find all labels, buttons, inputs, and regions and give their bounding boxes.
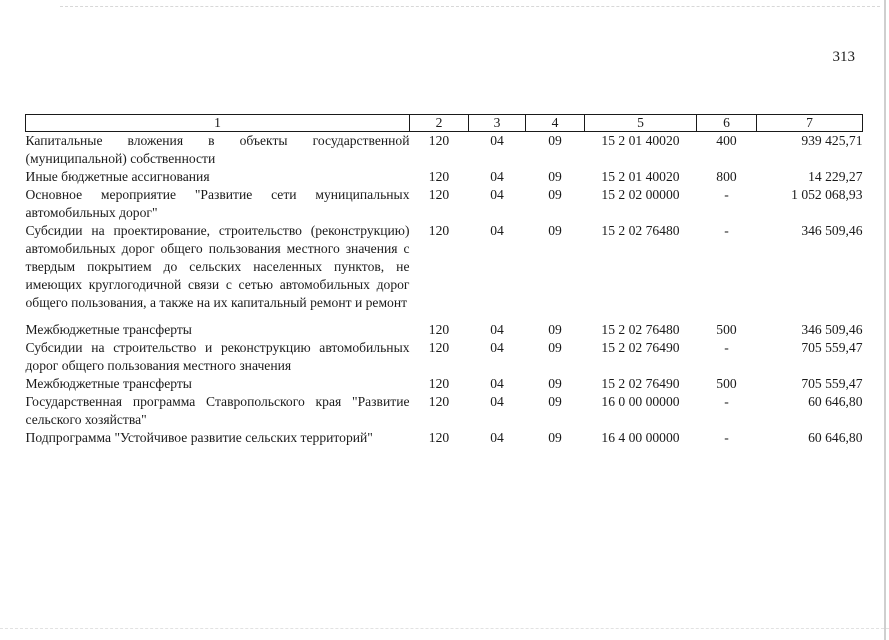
row-ministry: 120 [428, 169, 450, 184]
row-subsection: 09 [548, 169, 562, 184]
row-target-article: 16 0 00 00000 [601, 394, 680, 409]
scan-edge-bottom [0, 628, 889, 629]
header-col-1: 1 [26, 115, 410, 132]
row-ministry: 120 [428, 187, 450, 202]
row-ministry: 120 [428, 394, 450, 409]
row-target-article: 15 2 02 76480 [601, 223, 680, 238]
header-col-2: 2 [410, 115, 469, 132]
row-target-article: 15 2 01 40020 [601, 133, 680, 148]
table-header-row [26, 115, 863, 132]
row-expense-type: 400 [716, 133, 737, 148]
row-target-article: 15 2 02 00000 [601, 187, 680, 202]
row-name: Субсидии на проектирование, строительство (реконструкцию) автомобильных дорог общего пользования местного значения с твердым покрытием до сельских населенных пунктов, не имеющих круглогодичной связи с сетью автомобильных дорог общего пользования, а также на их капитальный ремонт и ремонт [25, 223, 410, 310]
row-section: 04 [490, 430, 504, 445]
row-name: Капитальные вложения в объекты государственной (муниципальной) собственности [25, 133, 410, 166]
table-row [26, 375, 863, 393]
row-amount: 346 509,46 [801, 322, 863, 337]
scan-edge-top [60, 6, 880, 7]
header-col-7: 7 [757, 115, 863, 132]
row-amount: 705 559,47 [801, 340, 863, 355]
row-expense-type: - [724, 340, 729, 355]
row-subsection: 09 [548, 376, 562, 391]
row-expense-type: 500 [716, 322, 737, 337]
row-section: 04 [490, 223, 504, 238]
row-section: 04 [490, 340, 504, 355]
row-name: Иные бюджетные ассигнования [25, 169, 210, 184]
row-section: 04 [490, 322, 504, 337]
row-target-article: 15 2 02 76490 [601, 376, 680, 391]
row-name: Государственная программа Ставропольского края "Развитие сельского хозяйства" [25, 394, 410, 427]
row-target-article: 15 2 02 76480 [601, 322, 680, 337]
row-name: Межбюджетные трансферты [25, 322, 192, 337]
row-target-article: 16 4 00 00000 [601, 430, 680, 445]
row-expense-type: - [724, 394, 729, 409]
row-expense-type: - [724, 430, 729, 445]
row-name: Межбюджетные трансферты [25, 376, 192, 391]
row-ministry: 120 [428, 430, 450, 445]
row-expense-type: - [724, 223, 729, 238]
budget-table [25, 114, 863, 447]
table-row [26, 168, 863, 186]
header-col-3: 3 [469, 115, 526, 132]
table-row [26, 222, 863, 312]
row-subsection: 09 [548, 133, 562, 148]
row-ministry: 120 [428, 223, 450, 238]
header-col-5: 5 [585, 115, 697, 132]
table-row [26, 393, 863, 429]
row-ministry: 120 [428, 340, 450, 355]
table-row [26, 339, 863, 375]
row-amount: 14 229,27 [808, 169, 863, 184]
row-amount: 60 646,80 [808, 430, 863, 445]
row-ministry: 120 [428, 322, 450, 337]
table-row [26, 186, 863, 222]
table-row [26, 132, 863, 169]
row-section: 04 [490, 133, 504, 148]
row-subsection: 09 [548, 394, 562, 409]
header-col-4: 4 [526, 115, 585, 132]
table-row [26, 429, 863, 447]
row-section: 04 [490, 187, 504, 202]
row-target-article: 15 2 02 76490 [601, 340, 680, 355]
row-section: 04 [490, 376, 504, 391]
row-name: Основное мероприятие "Развитие сети муниципальных автомобильных дорог" [25, 187, 410, 220]
header-col-6: 6 [697, 115, 757, 132]
row-subsection: 09 [548, 223, 562, 238]
page-number: 313 [832, 49, 855, 65]
row-subsection: 09 [548, 322, 562, 337]
row-subsection: 09 [548, 187, 562, 202]
row-expense-type: 500 [716, 376, 737, 391]
row-amount: 1 052 068,93 [791, 187, 863, 202]
row-expense-type: - [724, 187, 729, 202]
row-name: Подпрограмма "Устойчивое развитие сельских территорий" [25, 430, 373, 445]
row-subsection: 09 [548, 340, 562, 355]
table-row [26, 312, 863, 339]
row-amount: 346 509,46 [801, 223, 863, 238]
row-ministry: 120 [428, 376, 450, 391]
row-ministry: 120 [428, 133, 450, 148]
row-amount: 939 425,71 [801, 133, 863, 148]
row-target-article: 15 2 01 40020 [601, 169, 680, 184]
row-expense-type: 800 [716, 169, 737, 184]
scan-edge-right [884, 0, 886, 640]
row-name: Субсидии на строительство и реконструкцию автомобильных дорог общего пользования местного значения [25, 340, 410, 373]
row-subsection: 09 [548, 430, 562, 445]
row-section: 04 [490, 169, 504, 184]
row-section: 04 [490, 394, 504, 409]
row-amount: 705 559,47 [801, 376, 863, 391]
row-amount: 60 646,80 [808, 394, 863, 409]
